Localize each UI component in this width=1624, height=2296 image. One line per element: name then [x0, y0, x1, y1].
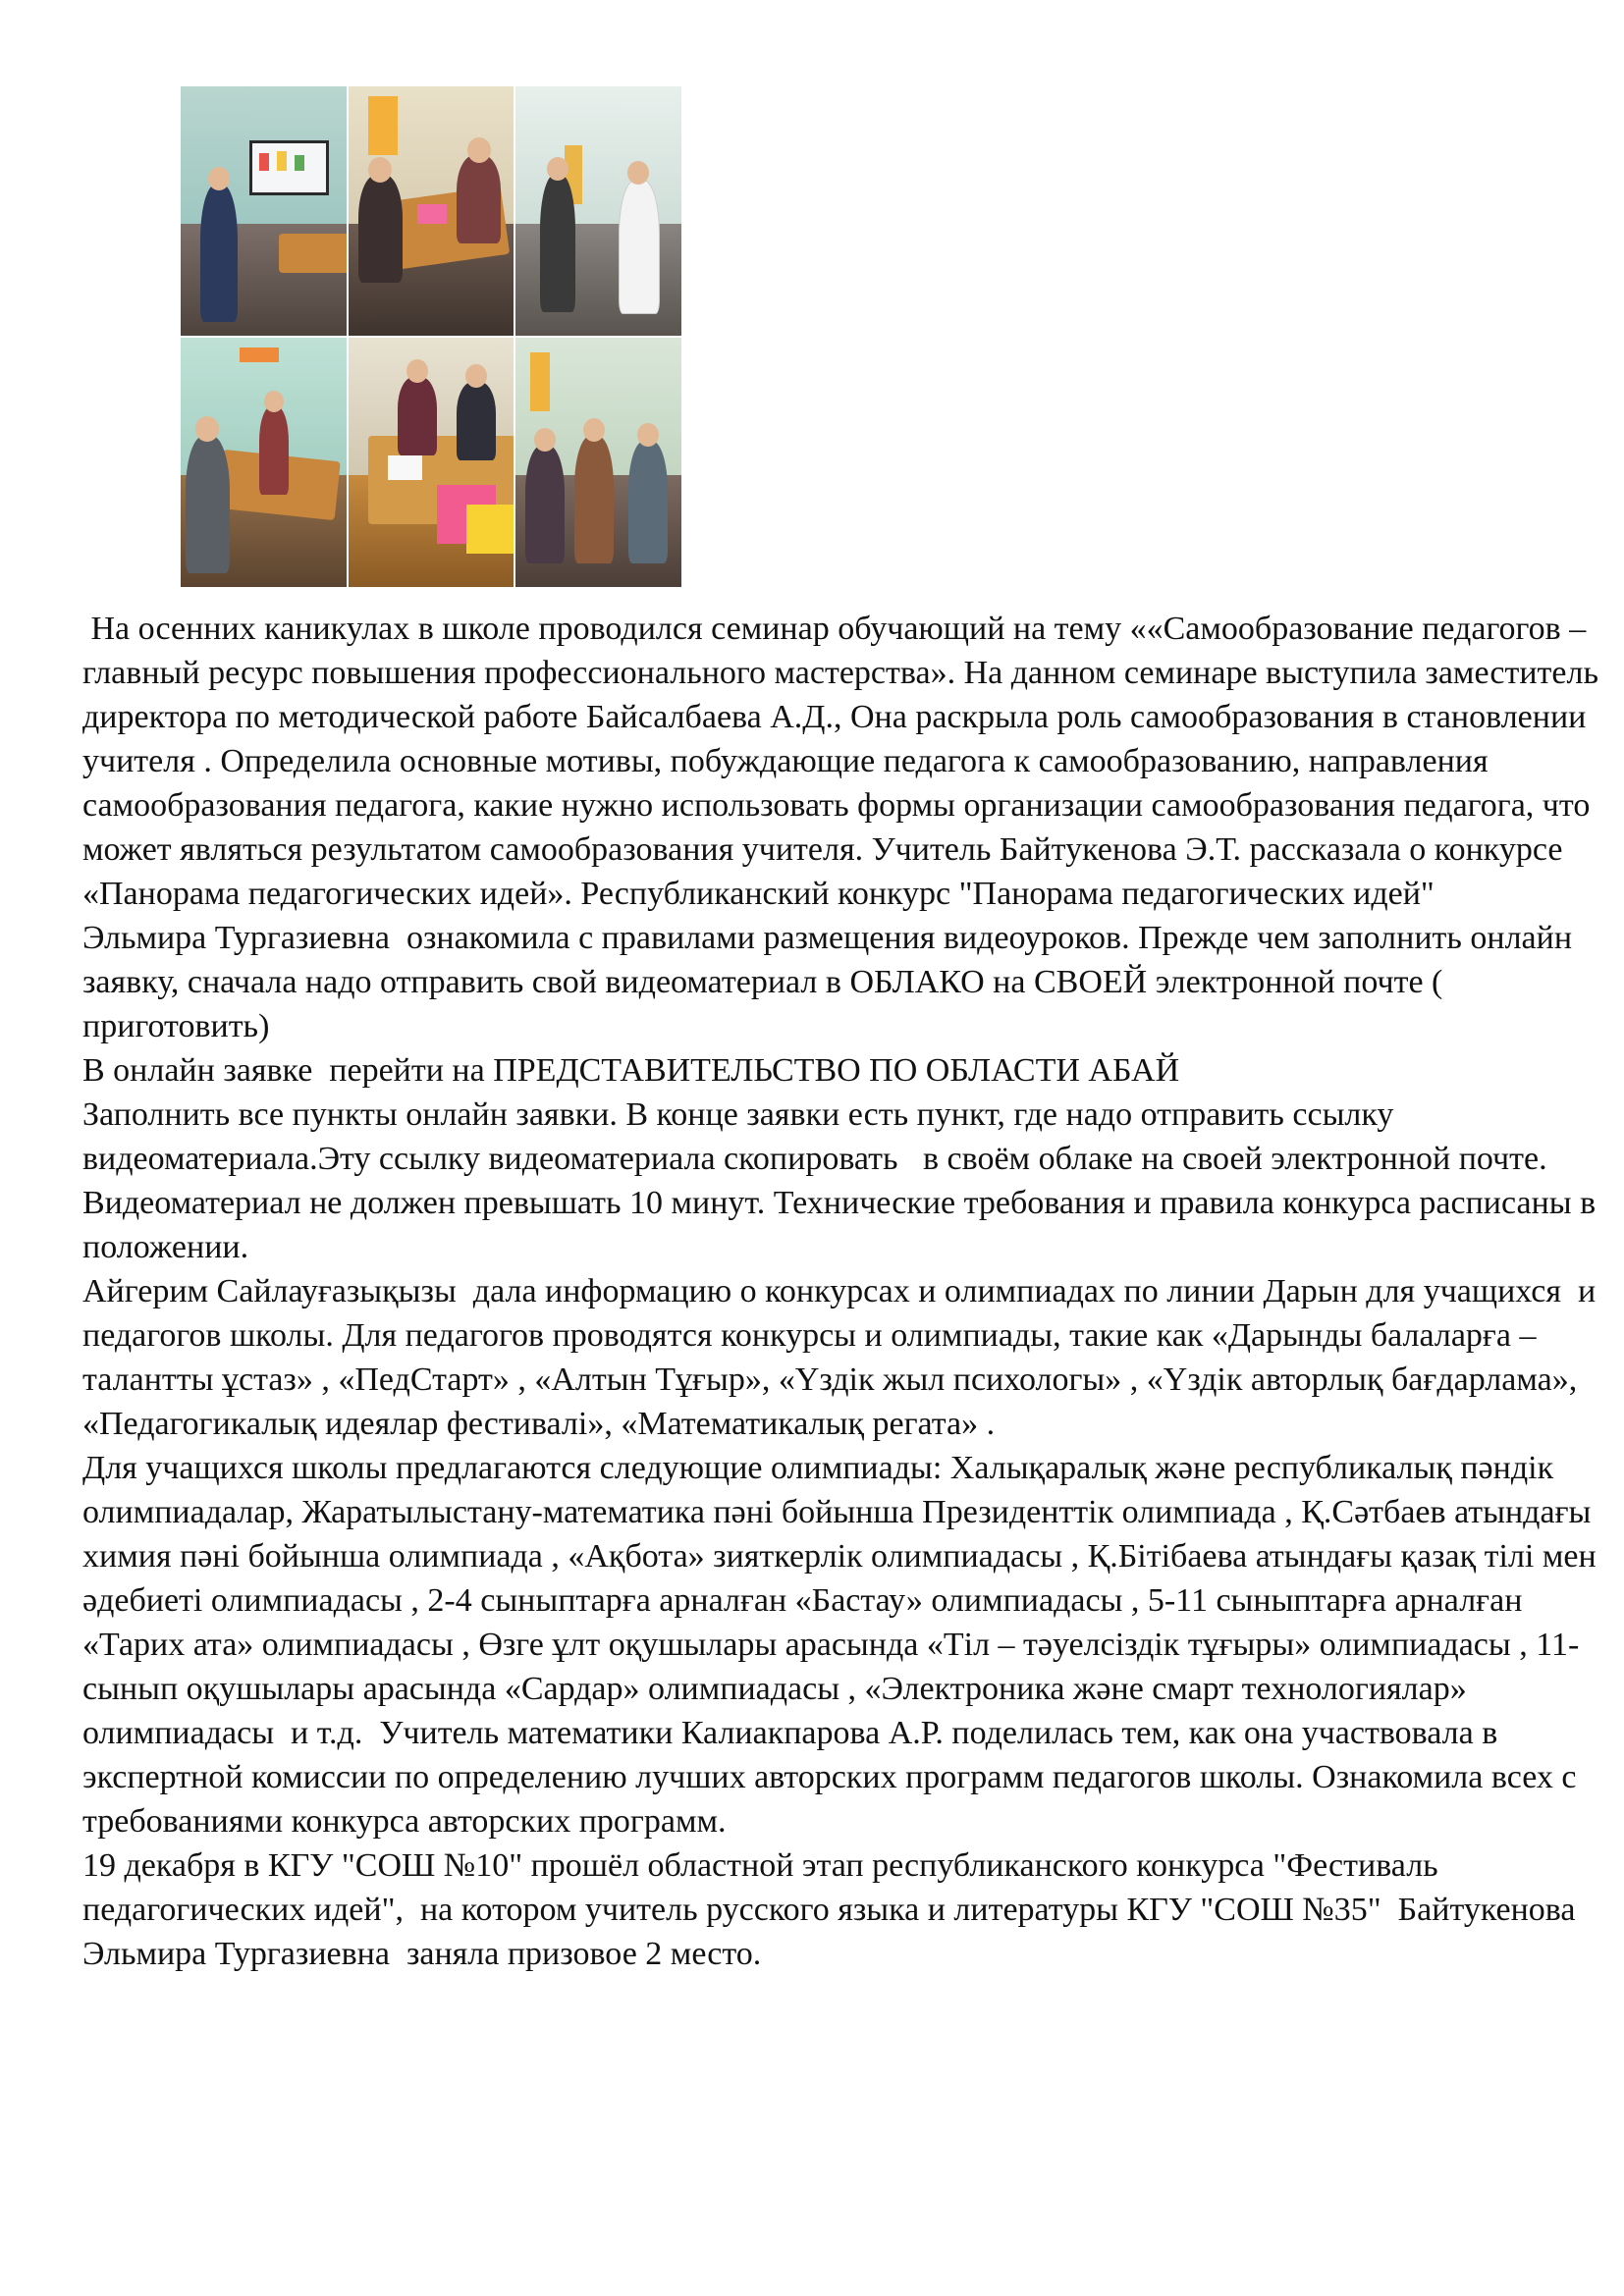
paragraph-student-olympiads: Для учащихся школы предлагаются следующие олимпиады: Халықаралық және республикалық пәндік олимпиадалар, Жаратылыстану-математика пәні бойынша Президенттік олимпиада , Қ.Сәтбаев атындағы химия пәні бойынша олимпиада , «Ақбота» зияткерлік олимпиадасы , Қ.Бітібаева атындағы қазақ тілі мен әдебиеті олимпиадасы , 2-4 сыныптарға арналған «Бастау» олимпиадасы , 5-11 сыныптарға арналған «Тарих ата» олимпиадасы , Өзге ұлт оқушылары арасында «Тіл – тәуелсіздік тұғыры» олимпиадасы , 11-сынып оқушылары арасында «Сардар» олимпиадасы , «Электроника және смарт технологиялар» олимпиадасы и т.д. Учитель математики Калиакпарова А.Р. поделилась тем, как она участвовала в экспертной комиссии по определению лучших авторских программ педагогов школы. Ознакомила всех с требованиями конкурса авторских программ. [82, 1450, 1605, 1840]
seminar-photo-speakers [515, 86, 681, 336]
photo-collage [181, 86, 681, 587]
paragraph-online-application: В онлайн заявке перейти на ПРЕДСТАВИТЕЛЬСТВО ПО ОБЛАСТИ АБАЙ [82, 1052, 1180, 1089]
seminar-photo-classroom [181, 338, 347, 587]
seminar-photo-workshop [349, 338, 514, 587]
article-text [82, 607, 1614, 1976]
seminar-photo-participants [515, 338, 681, 587]
seminar-photo-group-table [349, 86, 514, 336]
paragraph-seminar-intro: На осенних каникулах в школе проводился семинар обучающий на тему ««Самообразование педагогов – главный ресурс повышения профессионального мастерства». На данном семинаре выступила заместитель директора по методической работе Байсалбаева А.Д., Она раскрыла роль самообразования в становлении учителя . Определила основные мотивы, побуждающие педагога к самообразованию, направления самообразования педагога, какие нужно использовать формы организации самообразования педагога, что может являться результатом самообразования учителя. Учитель Байтукенова Э.Т. рассказала о конкурсе «Панорама педагогических идей». Республиканский конкурс "Панорама педагогических идей" [82, 611, 1607, 912]
paragraph-application-steps: Заполнить все пункты онлайн заявки. В конце заявки есть пункт, где надо отправить ссылку видеоматериала.Эту ссылку видеоматериала скопировать в своём облаке на своей электронной почте. Видеоматериал не должен превышать 10 минут. Технические требования и правила конкурса расписаны в положении. [82, 1096, 1604, 1265]
paragraph-video-rules: Эльмира Тургазиевна ознакомила с правилами размещения видеоуроков. Прежде чем заполнить онлайн заявку, сначала надо отправить свой видеоматериал в ОБЛАКО на СВОЕЙ электронной почте ( приготовить) [82, 920, 1581, 1044]
paragraph-daryn-contests: Айгерим Сайлауғазықызы дала информацию о конкурсах и олимпиадах по линии Дарын для учащихся и педагогов школы. Для педагогов проводятся конкурсы и олимпиады, такие как «Дарынды балаларға – талантты ұстаз» , «ПедСтарт» , «Алтын Тұғыр», «Үздік жыл психологы» , «Үздік авторлық бағдарлама», «Педагогикалық идеялар фестивалі», «Математикалық регата» . [82, 1273, 1604, 1442]
paragraph-festival-result: 19 декабря в КГУ "СОШ №10" прошёл областной этап республиканского конкурса "Фестиваль педагогических идей", на котором учитель русского языка и литературы КГУ "СОШ №35" Байтукенова Эльмира Тургазиевна заняла призовое 2 место. [82, 1847, 1585, 1972]
seminar-photo-presentation [181, 86, 347, 336]
